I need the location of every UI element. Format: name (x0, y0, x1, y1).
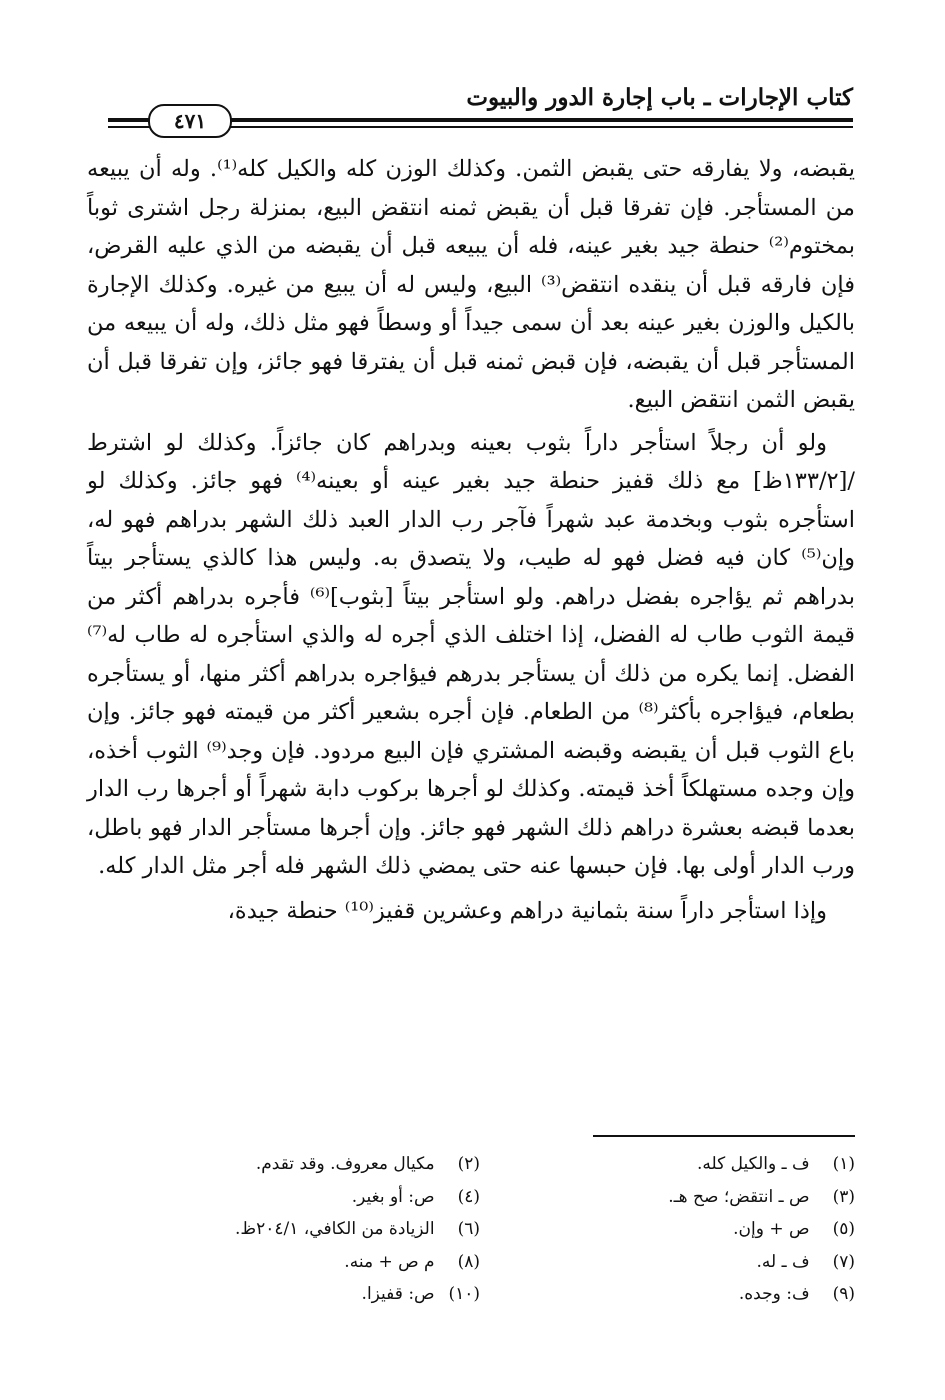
page-number: ٤٧١ (148, 104, 232, 138)
paragraph-2: ولو أن رجلاً استأجر داراً بثوب بعينه وبدراهم كان جائزاً. وكذلك لو اشترط /[١٣٣/٢ظ] مع ذلك قفيز حنطة جيد بغير عينه أو بعينه⁽⁴⁾ فهو جائز. وكذلك لو استأجره بثوب وبخدمة عبد شهراً فآجر رب الدار العبد ذلك الشهر بدراهم فهو له، وإن⁽⁵⁾ كان فيه فضل فهو له طيب، ولا يتصدق به. وليس هذا كالذي يستأجر بيتاً بدراهم ثم يؤاجره بفضل دراهم. ولو استأجر بيتاً [بثوب]⁽⁶⁾ فأجره بدراهم أكثر من قيمة الثوب طاب له الفضل، إذا اختلف الذي أجره له والذي استأجره له طاب له⁽⁷⁾ الفضل. إنما يكره من ذلك أن يستأجر بدرهم فيؤاجره بدراهم أكثر منها، أو يستأجره بطعام، فيؤاجره بأكثر⁽⁸⁾ من الطعام. فإن أجره بشعير أكثر من قيمته فهو جائز. وإن باع الثوب قبل أن يقبضه وقبضه المشتري فإن البيع مردود. فإن وجد⁽⁹⁾ الثوب أخذه، وإن وجده مستهلكاً أخذ قيمته. وكذلك لو أجرها بركوب دابة شهراً أو أجرها رب الدار بعدما قبضه بعشرة دراهم ذلك الشهر فهو جائز. وإن أجرها مستأجر الدار فهو باطل، ورب الدار أولى بها. فإن حبسها عنه حتى يمضي ذلك الشهر فله أجر مثل الدار كله. (87, 429, 856, 879)
footnote-2: (٢) مكيال معروف. وقد تقدم. (255, 1154, 480, 1174)
footnote-3: (٣) ص ـ انتقض؛ صح هـ. (668, 1186, 855, 1207)
running-title: كتاب الإجارات ـ باب إجارة الدور والبيوت (466, 84, 853, 111)
paragraph-3-start: وإذا استأجر داراً سنة بثمانية دراهم وعشرين قفيز⁽¹⁰⁾ حنطة جيدة، (227, 897, 827, 924)
footnote-9: (٩) ف: وجده. (738, 1284, 855, 1304)
footnote-7: (٧) ف ـ له. (756, 1251, 855, 1272)
footnote-10: (١٠) ص: قفيزا. (361, 1284, 480, 1304)
footnote-5: (٥) ص + وإن. (733, 1219, 855, 1239)
footnotes-left-column (140, 1148, 480, 1311)
footnote-4: (٤) ص: أو بغير. (351, 1186, 480, 1207)
footnote-6: (٦) الزيادة من الكافي، ٢٠٤/١ظ. (235, 1219, 480, 1239)
footnote-separator (593, 1135, 855, 1137)
footnotes-right-column (515, 1148, 855, 1311)
footnote-8: (٨) م ص + منه. (344, 1251, 480, 1272)
body-text (87, 150, 855, 930)
paragraph-1: يقبضه، ولا يفارقه حتى يقبض الثمن. وكذلك الوزن كله والكيل كله⁽¹⁾. وله أن يبيعه من المستأجر. فإن تفرقا قبل أن يقبض ثمنه انتقض البيع، بمنزلة رجل اشترى ثوباً بمختوم⁽²⁾ حنطة جيد بغير عينه، فله أن يبيعه قبل أن يقبضه من الذي عليه القرض، فإن فارقه قبل أن ينقده انتقض⁽³⁾ البيع، وليس له أن يبيع من غيره. وكذلك الإجارة بالكيل والوزن بغير عينه بعد أن سمى جيداً أو وسطاً فهو مثل ذلك، وله أن يبيعه من المستأجر قبل أن يقبضه، فإن قبض ثمنه قبل أن يفترقا فهو جائز، وإن تفرقا قبل أن يقبض الثمن انتقض البيع. (87, 156, 855, 413)
footnote-1: (١) ف ـ والكيل كله. (697, 1154, 855, 1174)
